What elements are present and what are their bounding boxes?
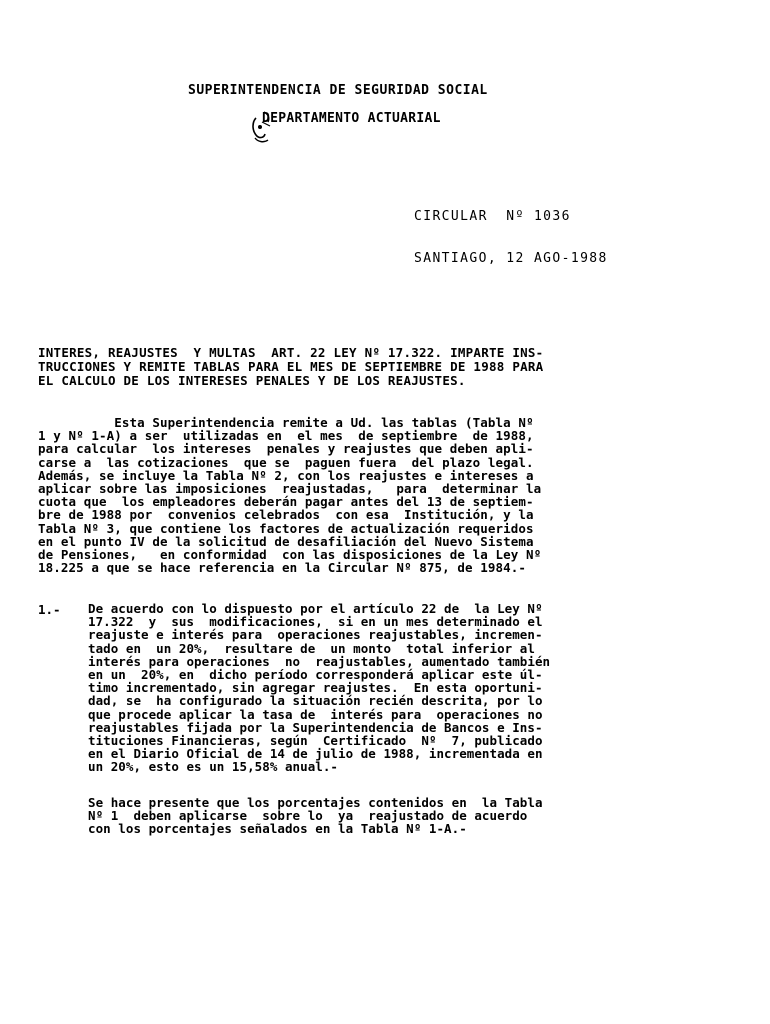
subject-line: TRUCCIONES Y REMITE TABLAS PARA EL MES DE SEPTIEMBRE DE 1988 PARA xyxy=(38,359,544,374)
item-paragraph xyxy=(88,602,550,774)
body-line: para calcular los intereses penales y reajustes que deben apli- xyxy=(38,441,534,457)
circular-number: CIRCULAR Nº 1036 xyxy=(414,209,571,224)
body-line: de Pensiones, en conformidad con las disposiciones de la Ley Nº xyxy=(38,547,542,563)
note-line: Nº 1 deben aplicarse sobre lo ya reajustado de acuerdo xyxy=(88,808,528,824)
item-line: tado en un 20%, resultare de un monto total inferior al xyxy=(88,640,535,656)
item-line: en el Diario Oficial de 14 de julio de 1988, incrementada en xyxy=(88,746,543,762)
body-line: aplicar sobre las imposiciones reajustadas, para determinar la xyxy=(38,481,542,497)
body-line: en el punto IV de la solicitud de desafiliación del Nuevo Sistema xyxy=(38,533,534,549)
item-line: interés para operaciones no reajustables, aumentado también xyxy=(88,653,551,669)
body-line: Tabla Nº 3, que contiene los factores de actualización requeridos xyxy=(38,520,534,536)
body-line: Además, se incluye la Tabla Nº 2, con los reajustes e intereses a xyxy=(38,467,534,483)
place-date: SANTIAGO, 12 AGO-1988 xyxy=(414,251,608,266)
body-line: carse a las cotizaciones que se paguen fuera del plazo legal. xyxy=(38,454,534,470)
institution-heading: SUPERINTENDENCIA DE SEGURIDAD SOCIAL xyxy=(188,83,488,98)
item-line: De acuerdo con lo dispuesto por el artículo 22 de la Ley Nº xyxy=(88,601,543,616)
item-line: reajustables fijada por la Superintendencia de Bancos e Ins- xyxy=(88,719,543,735)
item-line: en un 20%, en dicho período corresponderá aplicar este úl- xyxy=(88,667,543,683)
item-line: tituciones Financieras, según Certificado Nº 7, publicado xyxy=(88,733,543,749)
body-line: 1 y Nº 1-A) a ser utilizadas en el mes de septiembre de 1988, xyxy=(38,428,534,444)
note-line: Se hace presente que los porcentajes contenidos en la Tabla xyxy=(88,795,543,810)
item-line: que procede aplicar la tasa de interés para operaciones no xyxy=(88,706,543,722)
body-line: 18.225 a que se hace referencia en la Circular Nº 875, de 1984.- xyxy=(38,560,527,576)
intro-paragraph xyxy=(38,416,541,574)
department-heading: DEPARTAMENTO ACTUARIAL xyxy=(262,111,441,126)
subject-line: INTERES, REAJUSTES Y MULTAS ART. 22 LEY Nº 17.322. IMPARTE INS- xyxy=(38,345,544,360)
body-line: Esta Superintendencia remite a Ud. las tablas (Tabla Nº xyxy=(38,415,534,430)
body-line: cuota que los empleadores deberán pagar antes del 13 de septiem- xyxy=(38,494,534,510)
subject-block xyxy=(38,346,543,388)
body-line: bre de 1988 por convenios celebrados con esa Institución, y la xyxy=(38,507,534,523)
item-line: reajuste e interés para operaciones reajustables, incremen- xyxy=(88,627,543,643)
item-number: 1.- xyxy=(38,602,61,617)
item-line: 17.322 y sus modificaciones, si en un mes determinado el xyxy=(88,614,543,630)
note-paragraph xyxy=(88,796,543,836)
item-line: dad, se ha configurado la situación recién descrita, por lo xyxy=(88,693,543,709)
item-line: timo incrementado, sin agregar reajustes. En esta oportuni- xyxy=(88,680,543,696)
note-line: con los porcentajes señalados en la Tabla Nº 1-A.- xyxy=(88,821,467,837)
item-line: un 20%, esto es un 15,58% anual.- xyxy=(88,759,338,775)
subject-line: EL CALCULO DE LOS INTERESES PENALES Y DE LOS REAJUSTES. xyxy=(38,373,466,388)
